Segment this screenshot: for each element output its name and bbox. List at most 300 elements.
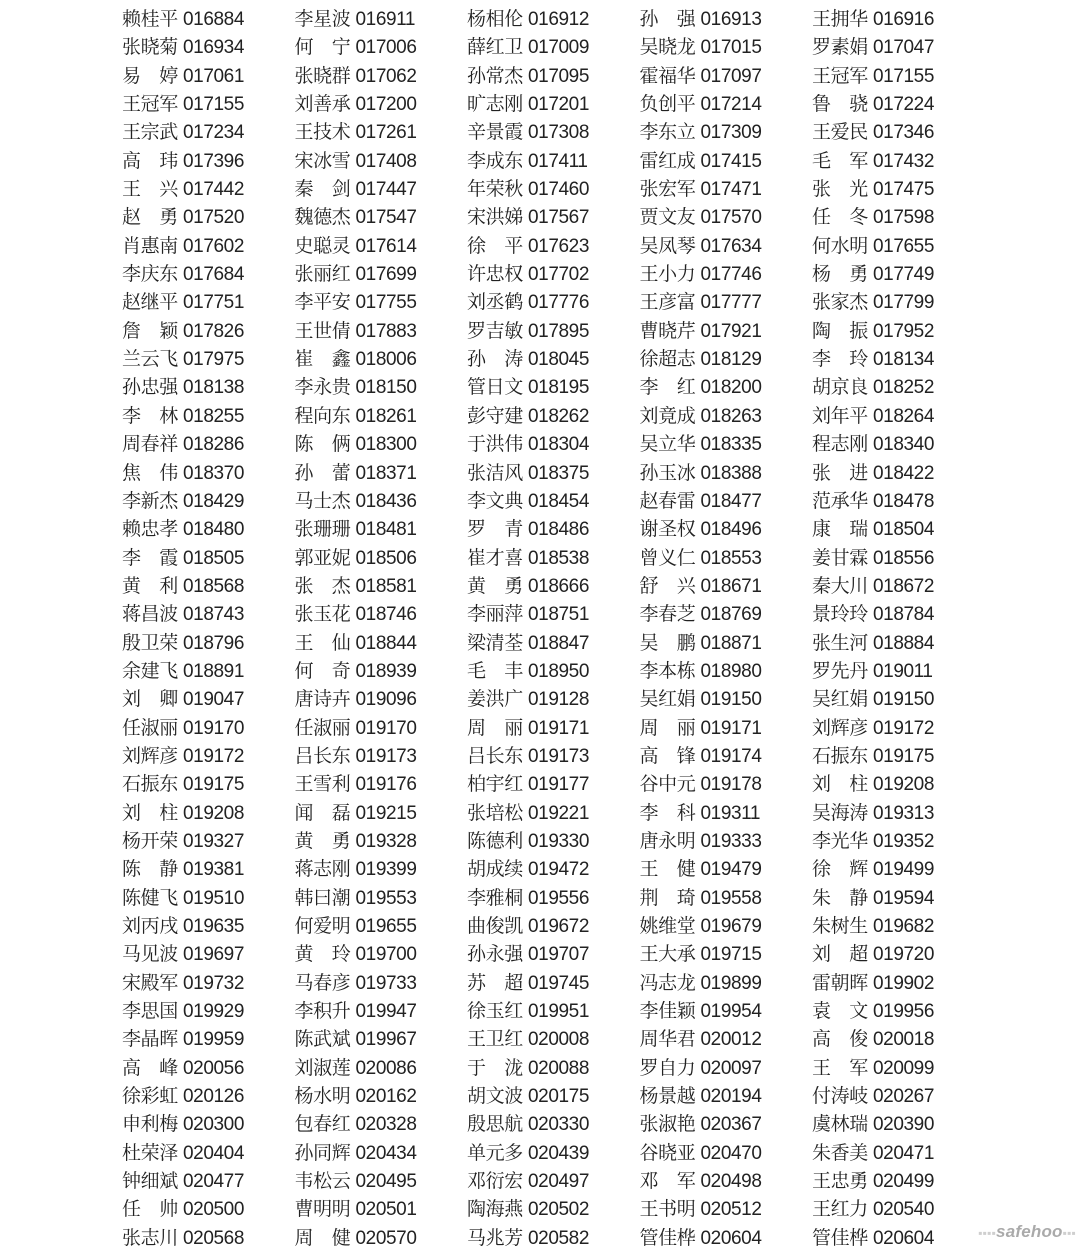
person-id: 019176 [355,774,417,796]
person-id: 019732 [183,972,245,994]
list-entry [640,5,813,33]
person-name: 旷志刚 [467,93,529,116]
person-id: 018252 [873,377,935,399]
person-id: 017224 [873,94,935,116]
person-id: 019399 [355,859,417,881]
list-entry [812,997,985,1025]
person-name: 孙同辉 [294,1141,356,1164]
person-name: 焦 伟 [122,461,184,484]
list-entry [295,1110,468,1138]
person-name: 杨 勇 [812,263,874,286]
list-entry [122,1139,295,1167]
person-name: 李新杰 [122,489,184,512]
person-id: 017155 [183,94,245,116]
person-name: 冯志龙 [639,971,701,994]
watermark-dots: ▪▪▪▪ [978,1226,997,1240]
person-name: 邓衍宏 [467,1170,529,1193]
person-id: 019178 [700,774,762,796]
person-id: 019172 [873,717,935,739]
person-id: 020512 [700,1199,762,1221]
person-id: 018743 [183,604,245,626]
person-id: 018939 [355,660,417,682]
list-entry [812,459,985,487]
list-entry [467,884,640,912]
person-name: 秦大川 [812,574,874,597]
person-name: 韦松云 [294,1170,356,1193]
list-entry [467,203,640,231]
person-id: 018388 [700,462,762,484]
list-entry [640,544,813,572]
person-name: 黄 勇 [467,574,529,597]
person-id: 017475 [873,179,935,201]
person-name: 王大承 [639,943,701,966]
person-name: 李平安 [294,291,356,314]
person-id: 017751 [183,292,245,314]
person-name: 吴 鹏 [639,631,701,654]
person-name: 闻 磊 [294,801,356,824]
list-entry [812,1139,985,1167]
person-id: 019558 [700,887,762,909]
list-entry [122,940,295,968]
list-entry [640,997,813,1025]
list-entry [122,232,295,260]
person-name: 崔才喜 [467,546,529,569]
list-entry [640,373,813,401]
person-name: 刘竟成 [639,404,701,427]
list-entry [295,1082,468,1110]
list-entry [812,629,985,657]
list-entry [812,1054,985,1082]
person-name: 王忠勇 [812,1170,874,1193]
list-entry [812,430,985,458]
person-name: 孙 涛 [467,348,529,371]
person-name: 李庆东 [122,263,184,286]
person-name: 高 峰 [122,1056,184,1079]
person-name: 毛 丰 [467,659,529,682]
person-id: 017200 [355,94,417,116]
person-name: 姜甘霖 [812,546,874,569]
person-name: 孙永强 [467,943,529,966]
person-id: 020499 [873,1171,935,1193]
list-entry [640,855,813,883]
person-name: 李文典 [467,489,529,512]
person-name: 张 光 [812,178,874,201]
person-id: 018486 [528,519,590,541]
person-name: 刘丞鹤 [467,291,529,314]
list-entry [122,515,295,543]
person-name: 王彦富 [639,291,701,314]
list-entry [812,175,985,203]
person-name: 刘辉彦 [812,716,874,739]
person-name: 王卫红 [467,1028,529,1051]
list-entry [812,62,985,90]
list-entry [122,175,295,203]
person-name: 张珊珊 [294,518,356,541]
list-entry [640,629,813,657]
person-id: 020498 [700,1171,762,1193]
list-entry [812,1195,985,1223]
list-entry [122,855,295,883]
list-entry [122,544,295,572]
list-entry [467,1167,640,1195]
person-name: 高 俊 [812,1028,874,1051]
list-entry [295,884,468,912]
person-id: 018504 [873,519,935,541]
person-name: 赖桂平 [122,8,184,30]
person-id: 017520 [183,207,245,229]
person-name: 史聪灵 [294,234,356,257]
person-id: 019556 [528,887,590,909]
person-name: 陈德利 [467,829,529,852]
person-id: 018480 [183,519,245,541]
person-id: 019956 [873,1001,935,1023]
person-name: 王冠军 [122,93,184,116]
list-entry [467,232,640,260]
person-name: 吴晓龙 [639,36,701,59]
person-id: 019899 [700,972,762,994]
list-entry [640,1110,813,1138]
person-id: 017952 [873,320,935,342]
person-name: 李丽萍 [467,603,529,626]
person-name: 王书明 [639,1198,701,1221]
person-name: 张家杰 [812,291,874,314]
list-entry [640,600,813,628]
person-name: 黄 玲 [294,943,356,966]
person-name: 兰云飞 [122,348,184,371]
person-id: 020330 [528,1114,590,1136]
list-entry [295,912,468,940]
watermark-suffix: ▪▪▪ [1062,1226,1076,1240]
person-id: 020495 [355,1171,417,1193]
list-entry [812,515,985,543]
person-id: 020367 [700,1114,762,1136]
person-id: 018481 [355,519,417,541]
list-entry [812,714,985,742]
list-entry [640,203,813,231]
list-entry [467,855,640,883]
person-name: 孙忠强 [122,376,184,399]
list-entry [812,912,985,940]
list-entry [122,90,295,118]
person-id: 016934 [183,37,245,59]
person-name: 李积升 [294,1000,356,1023]
person-id: 017567 [528,207,590,229]
person-name: 刘 柱 [812,773,874,796]
person-name: 徐超志 [639,348,701,371]
person-name: 何爱明 [294,915,356,937]
person-id: 018871 [700,632,762,654]
list-entry [467,260,640,288]
person-name: 秦 剑 [294,178,356,201]
list-entry [812,288,985,316]
person-name: 宋洪娣 [467,206,529,229]
person-name: 徐玉红 [467,1000,529,1023]
list-entry [640,515,813,543]
person-name: 唐诗卉 [294,688,356,711]
person-id: 020477 [183,1171,245,1193]
list-entry [812,1082,985,1110]
list-entry [467,5,640,33]
person-name: 单元多 [467,1141,529,1164]
list-entry [295,515,468,543]
person-id: 018006 [355,349,417,371]
person-name: 肖惠南 [122,234,184,257]
list-entry [122,770,295,798]
person-id: 019967 [355,1029,417,1051]
person-name: 刘 卿 [122,688,184,711]
person-id: 019150 [873,689,935,711]
person-name: 陈 俩 [294,433,356,456]
list-entry [122,1195,295,1223]
person-id: 018672 [873,575,935,597]
list-entry [467,317,640,345]
list-entry [122,487,295,515]
person-name: 曲俊凯 [467,915,529,937]
person-id: 019947 [355,1001,417,1023]
list-entry [122,799,295,827]
person-id: 017749 [873,264,935,286]
person-name: 詹 颖 [122,319,184,342]
list-entry [295,770,468,798]
person-id: 020099 [873,1057,935,1079]
list-entry [295,147,468,175]
person-id: 019472 [528,859,590,881]
list-entry [467,1082,640,1110]
person-name: 王红力 [812,1198,874,1221]
list-entry [467,147,640,175]
person-name: 钟细斌 [122,1170,184,1193]
person-id: 019510 [183,887,245,909]
list-entry [295,997,468,1025]
list-entry [122,5,295,33]
person-id: 019954 [700,1001,762,1023]
person-id: 019128 [528,689,590,711]
person-name: 曹晓芹 [639,319,701,342]
person-id: 017702 [528,264,590,286]
person-id: 019479 [700,859,762,881]
person-name: 吴红娟 [639,688,701,711]
person-id: 017799 [873,292,935,314]
person-id: 018200 [700,377,762,399]
person-id: 019150 [700,689,762,711]
person-id: 018496 [700,519,762,541]
person-id: 019499 [873,859,935,881]
person-id: 017015 [700,37,762,59]
person-name: 陶海燕 [467,1198,529,1221]
person-name: 赵 勇 [122,206,184,229]
person-name: 孙 强 [639,8,701,30]
person-id: 020502 [528,1199,590,1221]
list-entry [122,912,295,940]
person-id: 018847 [528,632,590,654]
person-name: 邓 军 [639,1170,701,1193]
list-entry [640,260,813,288]
person-name: 管日文 [467,376,529,399]
person-id: 019171 [700,717,762,739]
person-name: 蒋志刚 [294,858,356,881]
list-entry [295,855,468,883]
list-entry [640,487,813,515]
list-entry [122,402,295,430]
person-id: 019327 [183,830,245,852]
person-name: 刘 超 [812,943,874,966]
list-entry [812,373,985,401]
person-id: 017411 [528,150,588,172]
person-id: 017095 [528,65,590,87]
person-name: 薛红卫 [467,36,529,59]
person-name: 李 科 [639,801,701,824]
person-id: 020434 [355,1142,417,1164]
person-name: 包春红 [294,1113,356,1136]
person-id: 018950 [528,660,590,682]
list-entry [295,487,468,515]
list-entry [122,742,295,770]
person-name: 李思国 [122,1000,184,1023]
person-id: 017684 [183,264,245,286]
person-name: 张玉花 [294,603,356,626]
person-name: 魏德杰 [294,206,356,229]
person-id: 018138 [183,377,245,399]
person-id: 017921 [700,320,762,342]
person-name: 谷中元 [639,773,701,796]
person-id: 018751 [528,604,590,626]
list-entry [812,770,985,798]
list-entry [640,884,813,912]
person-name: 吕长东 [294,744,356,767]
person-id: 017776 [528,292,590,314]
list-entry [640,33,813,61]
person-id: 018556 [873,547,935,569]
person-name: 王爱民 [812,121,874,144]
person-name: 崔 鑫 [294,348,356,371]
person-name: 毛 军 [812,149,874,172]
person-name: 刘善承 [294,93,356,116]
person-name: 李春芝 [639,603,701,626]
list-entry [122,600,295,628]
person-id: 017895 [528,320,590,342]
list-entry [122,459,295,487]
person-id: 018746 [355,604,417,626]
person-name: 李光华 [812,829,874,852]
person-id: 019177 [528,774,590,796]
list-entry [467,544,640,572]
person-id: 019951 [528,1001,590,1023]
list-entry [812,855,985,883]
list-entry [122,884,295,912]
person-id: 019175 [873,745,935,767]
person-name: 虞林瑞 [812,1113,874,1136]
person-id: 019170 [355,717,417,739]
person-id: 019635 [183,916,245,937]
person-id: 019311 [700,802,761,824]
list-entry [295,260,468,288]
person-name: 罗素娟 [812,36,874,59]
list-entry [122,317,295,345]
list-entry [812,118,985,146]
person-name: 任 冬 [812,206,874,229]
person-name: 负创平 [639,93,701,116]
person-name: 马兆芳 [467,1226,529,1249]
person-id: 018568 [183,575,245,597]
person-id: 020012 [700,1029,762,1051]
person-name: 赵春雷 [639,489,701,512]
person-id: 018478 [873,490,935,512]
person-id: 020088 [528,1057,590,1079]
person-name: 管佳桦 [812,1226,874,1249]
person-id: 016911 [355,9,416,30]
list-entry [467,827,640,855]
person-name: 朱香美 [812,1141,874,1164]
person-id: 020008 [528,1029,590,1051]
list-entry [812,345,985,373]
list-entry [122,1082,295,1110]
person-name: 杨水明 [294,1085,356,1108]
person-name: 姜洪广 [467,688,529,711]
person-name: 王雪利 [294,773,356,796]
name-id-list [122,5,985,1252]
person-id: 018261 [355,405,417,427]
person-id: 018300 [355,434,417,456]
list-entry [812,827,985,855]
person-id: 018784 [873,604,935,626]
list-entry [640,714,813,742]
person-name: 李本栋 [639,659,701,682]
list-entry [467,714,640,742]
list-entry [812,90,985,118]
person-id: 019682 [873,916,935,937]
person-id: 017570 [700,207,762,229]
person-name: 马见波 [122,943,184,966]
list-entry [467,402,640,430]
person-name: 王拥华 [812,8,874,30]
person-name: 宋冰雪 [294,149,356,172]
person-name: 张 进 [812,461,874,484]
person-id: 017201 [528,94,590,116]
person-name: 马士杰 [294,489,356,512]
person-id: 016912 [528,9,590,30]
list-entry [640,317,813,345]
person-id: 017097 [700,65,762,87]
person-name: 唐永明 [639,829,701,852]
person-name: 蒋昌波 [122,603,184,626]
person-name: 景玲玲 [812,603,874,626]
person-name: 徐 平 [467,234,529,257]
list-entry [295,317,468,345]
person-id: 017547 [355,207,417,229]
person-id: 018505 [183,547,245,569]
list-entry [122,997,295,1025]
person-id: 019170 [183,717,245,739]
person-name: 张宏军 [639,178,701,201]
list-entry [295,345,468,373]
person-name: 胡文波 [467,1085,529,1108]
person-name: 王世倩 [294,319,356,342]
person-id: 018884 [873,632,935,654]
person-id: 019313 [873,802,935,824]
person-id: 019733 [355,972,417,994]
person-id: 019173 [355,745,417,767]
person-id: 017746 [700,264,762,286]
person-id: 020300 [183,1114,245,1136]
person-id: 017442 [183,179,245,201]
watermark-text: safehoo [996,1222,1063,1241]
list-entry [640,1195,813,1223]
person-id: 018671 [700,575,762,597]
person-id: 019707 [528,944,590,966]
list-entry [467,175,640,203]
person-name: 罗吉敏 [467,319,529,342]
list-entry [640,232,813,260]
